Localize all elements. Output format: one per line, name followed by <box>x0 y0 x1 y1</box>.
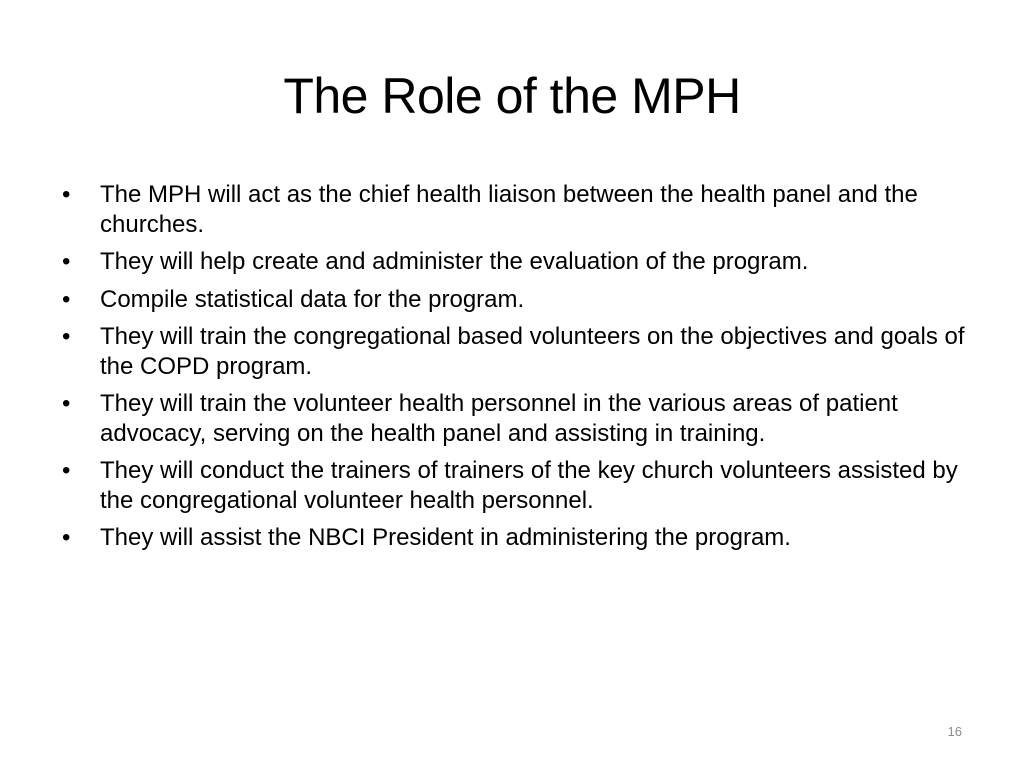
bullet-icon: • <box>62 524 71 551</box>
bullet-text: They will train the volunteer health personnel in the various areas of patient advocacy, serving on the health panel and assisting in training. <box>100 390 898 447</box>
bullet-item <box>60 456 980 515</box>
bullet-text: They will conduct the trainers of trainers of the key church volunteers assisted by the congregational volunteer health personnel. <box>100 457 958 514</box>
bullet-item <box>60 180 980 239</box>
bullet-text: They will train the congregational based volunteers on the objectives and goals of the COPD program. <box>100 323 965 380</box>
bullet-item <box>60 389 980 448</box>
bullet-text: The MPH will act as the chief health liaison between the health panel and the churches. <box>100 181 918 238</box>
bullet-list <box>60 180 980 561</box>
bullet-text: They will assist the NBCI President in administering the program. <box>100 524 791 551</box>
bullet-icon: • <box>62 390 71 417</box>
bullet-item <box>60 523 980 553</box>
bullet-icon: • <box>62 285 71 313</box>
bullet-icon: • <box>62 181 71 208</box>
bullet-text: They will help create and administer the evaluation of the program. <box>100 248 809 275</box>
bullet-icon: • <box>62 457 71 484</box>
bullet-item <box>60 285 980 315</box>
bullet-item <box>60 322 980 381</box>
bullet-text: Compile statistical data for the program. <box>100 285 525 313</box>
bullet-item <box>60 247 980 277</box>
bullet-icon: • <box>62 248 71 275</box>
bullet-icon: • <box>62 323 71 350</box>
slide-title: The Role of the MPH <box>283 68 741 124</box>
slide-number: 16 <box>947 724 962 739</box>
